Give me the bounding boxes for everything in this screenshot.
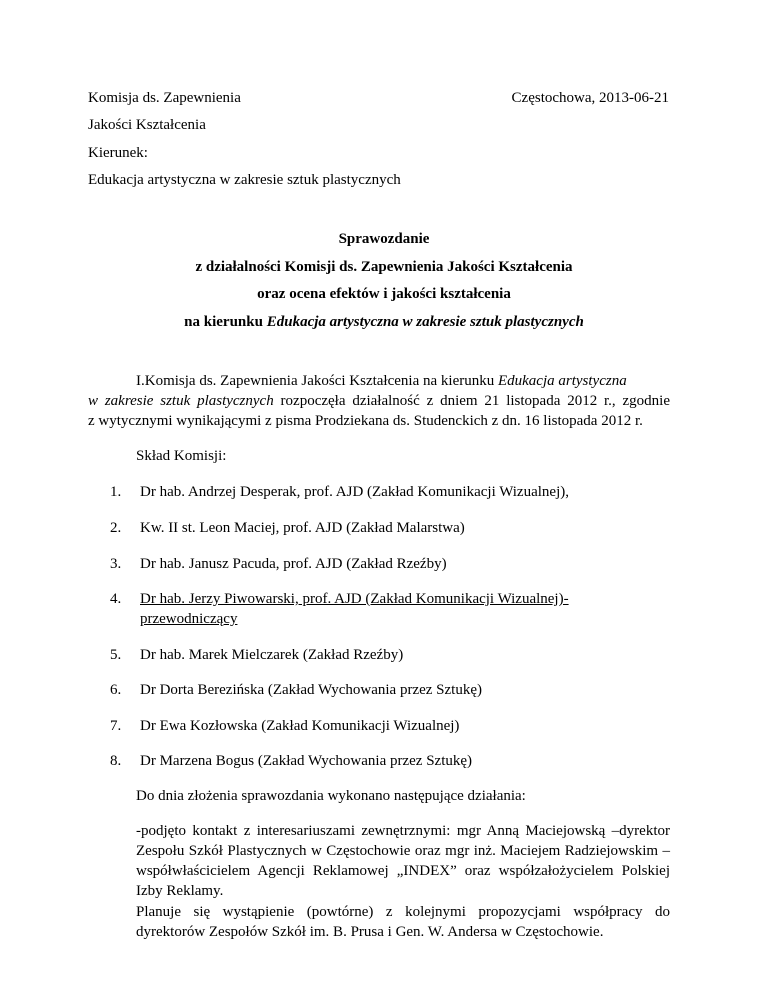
kierunek-label: Kierunek:	[88, 145, 148, 161]
intro-line1: I.Komisja ds. Zapewnienia Jakości Kształcenia na kierunku Edukacja artystyczna	[136, 373, 627, 389]
report-subtitle-line2: oraz ocena efektów i jakości kształcenia	[257, 286, 511, 302]
list-item-text: Kw. II st. Leon Maciej, prof. AJD (Zakład Malarstwa)	[140, 520, 465, 536]
intro-line2: w zakresie sztuk plastycznych rozpoczęła działalność z dniem 21 listopada 2012 r., zgodnie	[88, 393, 670, 409]
intro-line3: z wytycznymi wynikającymi z pisma Prodziekana ds. Studenckich z dn. 16 listopada 2012 r.	[88, 413, 643, 429]
list-item-text-continued: przewodniczący	[140, 611, 238, 627]
list-item-text: Dr Ewa Kozłowska (Zakład Komunikacji Wizualnej)	[140, 718, 460, 734]
actions-paragraph-2: Planuje się wystąpienie (powtórne) z kolejnymi propozycjami współpracy do dyrektorów Zespołów Szkół im. B. Prusa i Gen. W. Andersa w Częstochowie.	[136, 904, 670, 940]
list-item-text: Dr Dorta Berezińska (Zakład Wychowania przez Sztukę)	[140, 682, 483, 698]
list-item-text: Dr Marzena Bogus (Zakład Wychowania przez Sztukę)	[140, 753, 473, 769]
list-item-number: 4.	[110, 591, 122, 607]
actions-paragraph-1: -podjęto kontakt z interesariuszami zewnętrznymi: mgr Anną Maciejowską –dyrektor Zespołu Szkół Plastycznych w Częstochowie oraz mgr inż. Maciejem Radziejowskim –współwłaścicielem Agencji Reklamowej „INDEX” oraz współzałożycielem Polskiej Izby Reklamy.	[136, 823, 670, 899]
committee-name-line1: Komisja ds. Zapewnienia	[88, 90, 241, 106]
committee-name-line2: Jakości Kształcenia	[88, 117, 206, 133]
actions-heading: Do dnia złożenia sprawozdania wykonano następujące działania:	[136, 788, 526, 804]
list-item-number: 7.	[110, 718, 122, 734]
list-item-number: 2.	[110, 520, 122, 536]
report-title: Sprawozdanie	[338, 231, 430, 247]
list-item-text: Dr hab. Janusz Pacuda, prof. AJD (Zakład Rzeźby)	[140, 556, 447, 572]
list-item-text: Dr hab. Marek Mielczarek (Zakład Rzeźby)	[140, 647, 404, 663]
list-item-number: 8.	[110, 753, 122, 769]
list-item-number: 3.	[110, 556, 122, 572]
list-item-text: Dr hab. Andrzej Desperak, prof. AJD (Zakład Komunikacji Wizualnej),	[140, 484, 569, 500]
list-item-number: 5.	[110, 647, 122, 663]
members-heading: Skład Komisji:	[136, 448, 227, 464]
list-item-text: Dr hab. Jerzy Piwowarski, prof. AJD (Zakład Komunikacji Wizualnej)-	[140, 591, 569, 607]
list-item-number: 6.	[110, 682, 122, 698]
report-subtitle-line3: na kierunku Edukacja artystyczna w zakresie sztuk plastycznych	[184, 314, 584, 330]
kierunek-value: Edukacja artystyczna w zakresie sztuk plastycznych	[88, 172, 401, 188]
list-item-number: 1.	[110, 484, 122, 500]
document-date: Częstochowa, 2013-06-21	[511, 90, 669, 106]
report-subtitle-line1: z działalności Komisji ds. Zapewnienia Jakości Kształcenia	[195, 259, 573, 275]
